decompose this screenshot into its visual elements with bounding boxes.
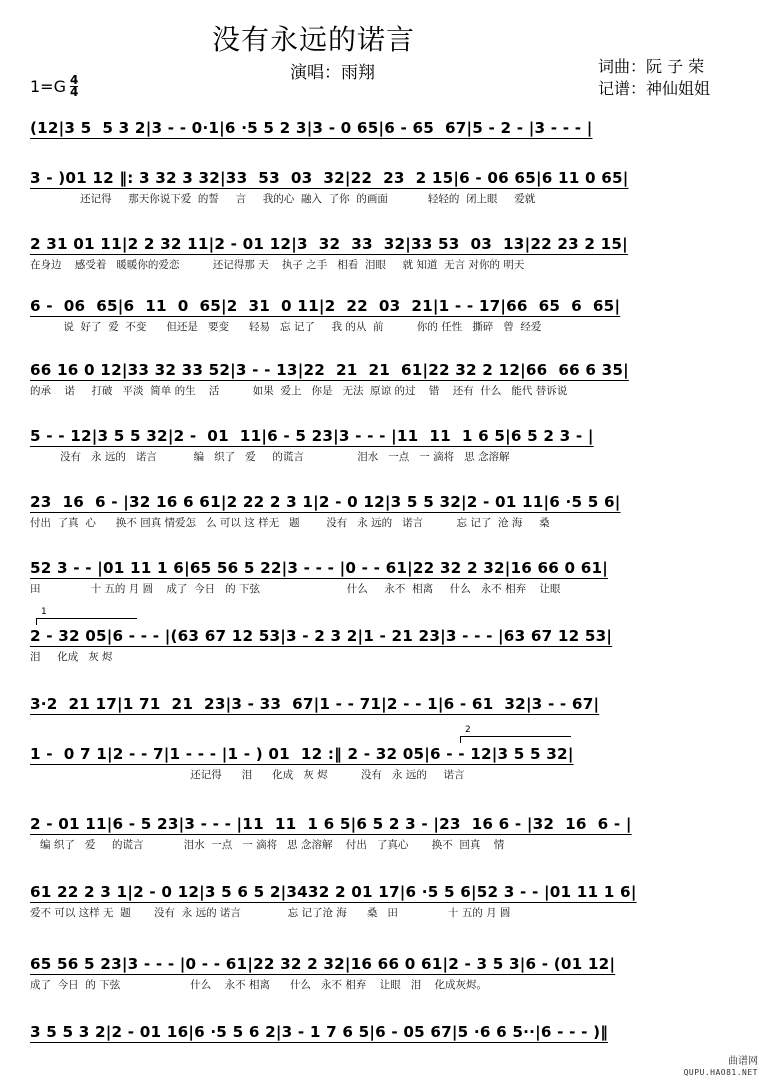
staff-line xyxy=(30,166,736,206)
lyric-line: 的承 诺 打破 平淡 简单 的生 活 如果 爱上 你是 无法 原谅 的过 错 还有 什么 能代 替诉说 xyxy=(30,385,568,397)
staff-line xyxy=(30,812,736,852)
notation-line: 2 31 01 11|2 2 32 11|2 - 01 12|3 32 33 32|33 53 03 13|22 23 2 15| xyxy=(30,235,628,253)
notation-line: 61 22 2 3 1|2 - 0 12|3 5 6 5 2|3432 2 01 17|6 ·5 5 6|52 3 - - |01 11 1 6| xyxy=(30,883,637,901)
lyric-line: 成了 今日 的 下弦 什么 永不 相离 什么 永不 相弃 让眼 泪 化成灰烬。 xyxy=(30,979,488,991)
watermark-site: 曲谱网 xyxy=(728,1056,758,1067)
staff-line xyxy=(30,294,736,334)
transcriber-credit: 记谱：神仙姐姐 xyxy=(598,79,711,98)
lyric-line: 没有 永 远的 诺言 编 织了 爱 的谎言 泪水 一点 一 滴将 思 念溶解 xyxy=(30,451,510,463)
watermark xyxy=(684,1056,758,1078)
notation-line: 3 - )01 12 ‖: 3 32 3 32|33 53 03 32|22 23 2 15|6 - 06 65|6 11 0 65| xyxy=(30,169,629,187)
volta-bracket-2: 2 xyxy=(460,736,571,743)
notation-line: 2 - 32 05|6 - - - |(63 67 12 53|3 - 2 3 2|1 - 21 23|3 - - - |63 67 12 53| xyxy=(30,627,613,645)
volta-bracket-1: 1 xyxy=(36,618,137,625)
staff-line xyxy=(30,952,736,992)
lyric-line: 付出 了真 心 换不 回真 情爱怎 么 可以 这 样无 题 没有 永 远的 诺言 忘 记了 沧 海 桑 xyxy=(30,517,550,529)
notation-line: 66 16 0 12|33 32 33 52|3 - - 13|22 21 21 61|22 32 2 12|66 66 6 35| xyxy=(30,361,629,379)
notation-line: 1 - 0 7 1|2 - - 7|1 - - - |1 - ) 01 12 :‖ 2 - 32 05|6 - - 12|3 5 5 32| xyxy=(30,745,574,763)
lyric-line: 还记得 泪 化成 灰 烬 没有 永 远的 诺言 xyxy=(30,769,465,781)
notation-line: 3 5 5 3 2|2 - 01 16|6 ·5 5 6 2|3 - 1 7 6 5|6 - 05 67|5 ·6 6 5··|6 - - - )‖ xyxy=(30,1023,609,1041)
lyric-line: 泪 化成 灰 烬 xyxy=(30,651,113,663)
lyric-line xyxy=(30,142,736,156)
notation-line: 65 56 5 23|3 - - - |0 - - 61|22 32 2 32|16 66 0 61|2 - 3 5 3|6 - (01 12| xyxy=(30,955,616,973)
time-signature-bottom: 4 xyxy=(69,85,79,99)
singer-credit: 演唱：雨翔 xyxy=(290,63,375,83)
lyric-line: 爱不 可以 这样 无 题 没有 永 远的 诺言 忘 记了沧 海 桑 田 十 五的 月 圆 xyxy=(30,907,511,919)
staff-line xyxy=(30,490,736,530)
lyricist-credit: 词曲：阮 子 荣 xyxy=(598,57,705,76)
staff-line xyxy=(30,624,736,664)
lyric-line xyxy=(30,718,736,732)
credits-block xyxy=(598,56,710,100)
notation-line: 6 - 06 65|6 11 0 65|2 31 0 11|2 22 03 21|1 - - 17|66 65 6 65| xyxy=(30,297,621,315)
staff-line xyxy=(30,880,736,920)
staff-line xyxy=(30,116,736,156)
time-signature-top: 4 xyxy=(69,73,79,87)
lyric-line: 田 十 五的 月 圆 成了 今日 的 下弦 什么 永不 相离 什么 永不 相弃 让眼 xyxy=(30,583,561,595)
lyric-line: 在身边 感受着 暖暖你的爱恋 还记得那 天 执子 之手 相看 泪眼 就 知道 无言 对你的 明天 xyxy=(30,259,525,271)
song-title: 没有永远的诺言 xyxy=(212,23,416,56)
notation-line: 23 16 6 - |32 16 6 61|2 22 2 3 1|2 - 0 12|3 5 5 32|2 - 01 11|6 ·5 5 6| xyxy=(30,493,621,511)
watermark-url: QUPU.HAO81.NET xyxy=(683,1068,758,1077)
staff-line xyxy=(30,424,736,464)
notation-line: 5 - - 12|3 5 5 32|2 - 01 11|6 - 5 23|3 - - - |11 11 1 6 5|6 5 2 3 - | xyxy=(30,427,594,445)
staff-line xyxy=(30,692,736,732)
staff-line xyxy=(30,556,736,596)
time-signature xyxy=(70,75,78,98)
notation-line: (12|3 5 5 3 2|3 - - 0·1|6 ·5 5 2 3|3 - 0 65|6 - 65 67|5 - 2 - |3 - - - | xyxy=(30,119,593,137)
staff-line xyxy=(30,358,736,398)
lyric-line xyxy=(30,1046,736,1060)
lyric-line: 编 织了 爱 的谎言 泪水 一点 一 滴将 思 念溶解 付出 了真心 换不 回真 情 xyxy=(30,839,505,851)
lyric-line: 还记得 那天你说下爱 的誓 言 我的心 融入 了你 的画面 轻轻的 闭上眼 爱就 xyxy=(30,193,536,205)
staff-line xyxy=(30,232,736,272)
staff-line xyxy=(30,742,736,782)
key-label: 1=G xyxy=(30,77,66,96)
lyric-line: 说 好了 爱 不变 但还是 要变 轻易 忘 记了 我 的从 前 你的 任性 撕碎 曾 经爱 xyxy=(30,321,542,333)
staff-line xyxy=(30,1020,736,1060)
notation-line: 52 3 - - |01 11 1 6|65 56 5 22|3 - - - |0 - - 61|22 32 2 32|16 66 0 61| xyxy=(30,559,609,577)
notation-line: 3·2 21 17|1 71 21 23|3 - 33 67|1 - - 71|2 - - 1|6 - 61 32|3 - - 67| xyxy=(30,695,600,713)
notation-line: 2 - 01 11|6 - 5 23|3 - - - |11 11 1 6 5|6 5 2 3 - |23 16 6 - |32 16 6 - | xyxy=(30,815,632,833)
key-signature xyxy=(30,75,78,98)
